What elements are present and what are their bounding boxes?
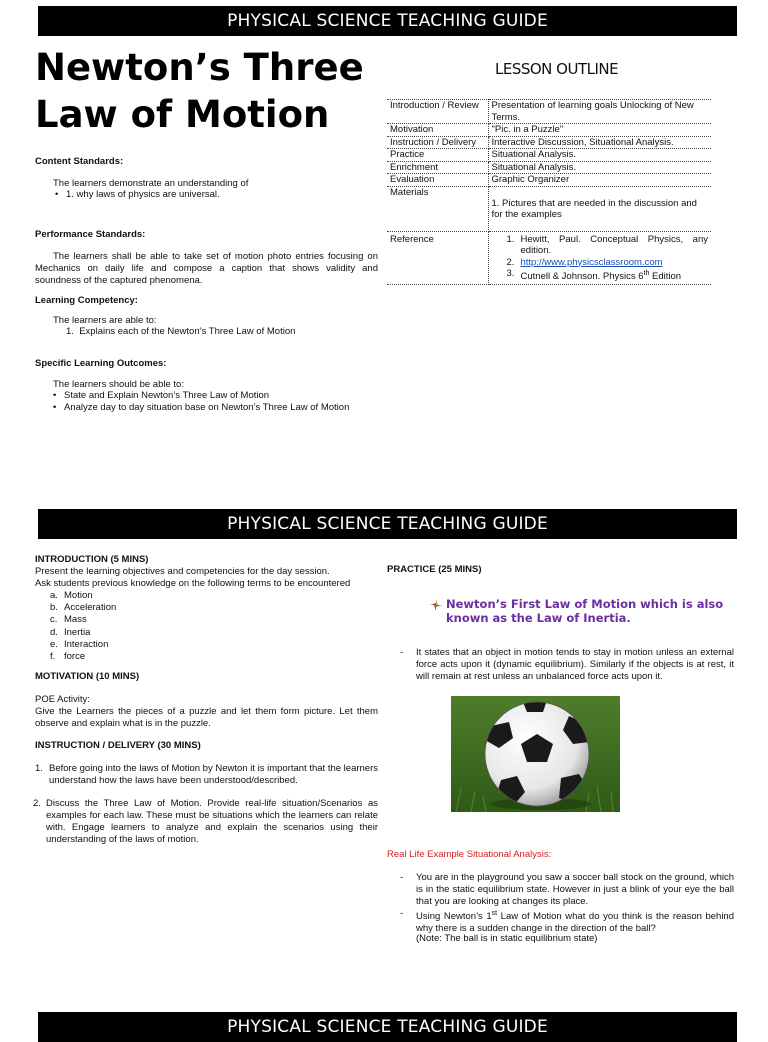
pinwheel-bullet-icon [430, 599, 442, 614]
lesson-outline-table [387, 99, 711, 285]
list-item: • State and Explain Newton’s Three Law of Motion [51, 390, 349, 402]
specific-outcomes-heading: Specific Learning Outcomes: [35, 358, 167, 369]
lesson-outline-title: LESSON OUTLINE [495, 60, 619, 78]
performance-standards-heading: Performance Standards: [35, 229, 146, 240]
reference-link[interactable]: http://www.physicsclassroom.com [520, 256, 663, 268]
list-item: - It states that an object in motion tends to stay in motion unless an external force acts upon it (dynamic equilibrium). Similarly if the objects is at rest, it will remain at rest unless an unbalanced force acts upon it. [400, 647, 734, 683]
header-banner: PHYSICAL SCIENCE TEACHING GUIDE [38, 509, 737, 539]
learning-competency-item: 1. Explains each of the Newton’s Three Law of Motion [66, 326, 296, 337]
soccer-ball-image [451, 696, 620, 812]
list-item: c. Mass [50, 614, 87, 626]
table-row: Evaluation Graphic Organizer [387, 174, 711, 187]
list-item: • Analyze day to day situation base on Newton’s Three Law of Motion [51, 402, 349, 414]
page-title: Newton’s Three Law of Motion [35, 46, 364, 136]
reference-list [492, 234, 709, 283]
practice-heading: PRACTICE (25 MINS) [387, 564, 482, 575]
header-banner: PHYSICAL SCIENCE TEACHING GUIDE [38, 1012, 737, 1042]
list-item: 2. http://www.physicsclassroom.com [506, 256, 663, 268]
performance-standards-text: The learners shall be able to take set of motion photo entries focusing on Mechanics on daily life and compose a caption that shows validity and soundness of the captured phenomena. [35, 251, 378, 286]
list-item: a. Motion [50, 590, 93, 601]
specific-outcomes-list [51, 390, 349, 414]
terms-list [50, 590, 116, 663]
list-item: f. force [50, 651, 86, 663]
specific-outcomes-intro: The learners should be able to: [53, 379, 184, 390]
list-item: e. Interaction [50, 638, 109, 650]
learning-competency-intro: The learners are able to: [53, 315, 157, 326]
list-item: 3. Cutnell & Johnson. Physics 6th Edition [506, 268, 682, 283]
table-row: Instruction / Delivery Interactive Discussion, Situational Analysis. [387, 136, 711, 149]
list-item: b. Acceleration [50, 602, 117, 614]
table-row: Practice Situational Analysis. [387, 149, 711, 162]
table-row: Reference 1. Hewitt, Paul. Conceptual Physics, any edition. 2. http://www.physicsclassroom.com 3. Cutnell & Johnson. Physics 6th Edition [387, 231, 711, 284]
learning-competency-heading: Learning Competency: [35, 295, 138, 306]
content-standards-intro: The learners demonstrate an understanding of [53, 178, 249, 189]
introduction-heading: INTRODUCTION (5 MINS) [35, 554, 149, 565]
content-standards-list [53, 189, 220, 201]
table-row: Introduction / Review Presentation of learning goals Unlocking of New Terms. [387, 100, 711, 124]
list-item: - You are in the playground you saw a soccer ball stock on the ground, which is in the static equilibrium state. However in just a blink of your eye the ball that you are looking at changes its place. [400, 872, 734, 908]
content-standards-heading: Content Standards: [35, 156, 124, 167]
motivation-heading: MOTIVATION (10 MINS) [35, 671, 140, 682]
motivation-text: Give the Learners the pieces of a puzzle and let them form picture. Let them observe and explain what is in the puzzle. [35, 706, 378, 729]
table-row: Motivation "Pic. in a Puzzle" [387, 124, 711, 137]
list-item: • 1. why laws of physics are universal. [53, 189, 220, 201]
example-note: (Note: The ball is in static equilibrium state) [416, 933, 598, 944]
list-item: - Using Newton’s 1st Law of Motion what do you think is the reason behind why there is a sudden change in the direction of the ball? [400, 908, 734, 935]
table-row: Enrichment Situational Analysis. [387, 161, 711, 174]
law-description [400, 647, 734, 683]
example-heading: Real Life Example Situational Analysis: [387, 849, 552, 860]
instruction-heading: INSTRUCTION / DELIVERY (30 MINS) [35, 740, 201, 751]
instruction-item-1: 1. Before going into the laws of Motion by Newton it is important that the learners understand how the laws have been understood/described. [35, 763, 378, 786]
header-banner: PHYSICAL SCIENCE TEACHING GUIDE [38, 6, 737, 36]
law-title: Newton’s First Law of Motion which is also known as the Law of Inertia. [430, 597, 740, 625]
instruction-item-2: 2. Discuss the Three Law of Motion. Provide real-life situation/Scenarios as examples for each law. These must be situations which the learners can relate with. Engage learners to analyze and explain the scenarios using their understanding of the laws of motion. [33, 798, 378, 845]
list-item: d. Inertia [50, 626, 91, 638]
introduction-text: Present the learning objectives and competencies for the day session. Ask students previous knowledge on the following terms to be encountered [35, 566, 351, 589]
motivation-activity: POE Activity: [35, 694, 90, 705]
table-row: Materials 1. Pictures that are needed in the discussion and for the examples [387, 186, 711, 231]
list-item: 1. Hewitt, Paul. Conceptual Physics, any edition. [506, 233, 708, 256]
example-list [400, 872, 734, 935]
